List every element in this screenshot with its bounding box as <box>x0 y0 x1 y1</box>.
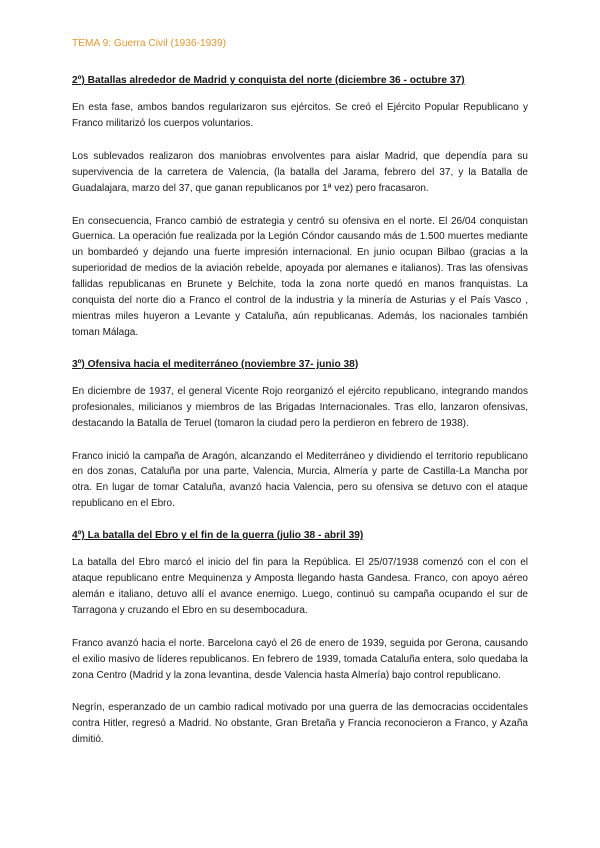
paragraph: Franco avanzó hacia el norte. Barcelona cayó el 26 de enero de 1939, seguida por Gerona, causando el exilio masivo de líderes republicanos. En febrero de 1939, tomada Cataluña entera, solo quedaba la zona Centro (Madrid y la zona levantina, desde Valencia hasta Almería) bajo control republicano. <box>72 637 528 681</box>
document-page <box>72 37 528 765</box>
section-batalla-ebro-fin-guerra <box>72 529 528 748</box>
section-batallas-madrid-norte <box>72 74 528 341</box>
section-ofensiva-mediterraneo <box>72 358 528 512</box>
paragraph: En esta fase, ambos bandos regularizaron sus ejércitos. Se creó el Ejército Popular Republicano y Franco militarizó los cuerpos voluntarios. <box>72 102 528 129</box>
section-heading: 4º) La batalla del Ebro y el fin de la guerra (julio 38 - abril 39) <box>72 530 364 542</box>
paragraph: Los sublevados realizaron dos maniobras envolventes para aislar Madrid, que dependía para su supervivencia de la carretera de Valencia, (la batalla del Jarama, febrero del 37, y la Batalla de Guadalajara, marzo del 37, que ganan republicanos por 1ª vez) pero fracasaron. <box>72 150 528 194</box>
paragraph: En diciembre de 1937, el general Vicente Rojo reorganizó el ejército republicano, integrando mandos profesionales, milicianos y miembros de las Brigadas Internacionales. Tras ello, lanzaron ofensivas, destacando la Batalla de Teruel (tomaron la ciudad pero la perdieron en febrero de 1938). <box>72 385 528 429</box>
section-heading: 2º) Batallas alrededor de Madrid y conquista del norte (diciembre 36 - octubre 37) <box>72 75 465 86</box>
paragraph: En consecuencia, Franco cambió de estrategia y centró su ofensiva en el norte. El 26/04 conquistan Guernica. La operación fue realizada por la Legión Cóndor causando más de 1.500 muertes mediante un bombardeó y dejando una fuerte impresión internacional. En junio ocupan Bilbao (gracias a la superioridad de medios de la aviación rebelde, apoyada por alemanes e italianos). Tras las ofensivas fallidas republicanas en Brunete y Belchite, toda la zona norte quedó en manos franquistas. La conquista del norte dio a Franco el control de la industria y la minería de Asturias y el País Vasco , mientras miles huyeron a Levante y Cataluña, aún republicanas. Además, los nacionales también toman Málaga. <box>72 215 528 338</box>
paragraph: Negrín, esperanzado de un cambio radical motivado por una guerra de las democracias occidentales contra Hitler, regresó a Madrid. No obstante, Gran Bretaña y Francia reconocieron a Franco, y Azaña dimitió. <box>72 702 528 746</box>
paragraph: Franco inició la campaña de Aragón, alcanzando el Mediterráneo y dividiendo el territorio republicano en dos zonas, Cataluña por una parte, Valencia, Murcia, Almería y parte de Castilla-La Mancha por otra. En lugar de tomar Cataluña, avanzó hacia Valencia, pero su ofensiva se detuvo con el ataque republicano en el Ebro. <box>72 450 528 510</box>
topic-header: TEMA 9: Guerra Civil (1936-1939) <box>72 38 227 49</box>
paragraph: La batalla del Ebro marcó el inicio del fin para la República. El 25/07/1938 comenzó con el con el ataque republicano entre Mequinenza y Amposta llegando hasta Gandesa. Franco, con apoyo aéreo alemán e italiano, detuvo allí el avance enemigo. Luego, continuó su campaña ocupando el sur de Tarragona y cruzando el Ebro en su desembocadura. <box>72 557 528 616</box>
section-heading: 3º) Ofensiva hacia el mediterráneo (noviembre 37- junio 38) <box>72 358 359 370</box>
